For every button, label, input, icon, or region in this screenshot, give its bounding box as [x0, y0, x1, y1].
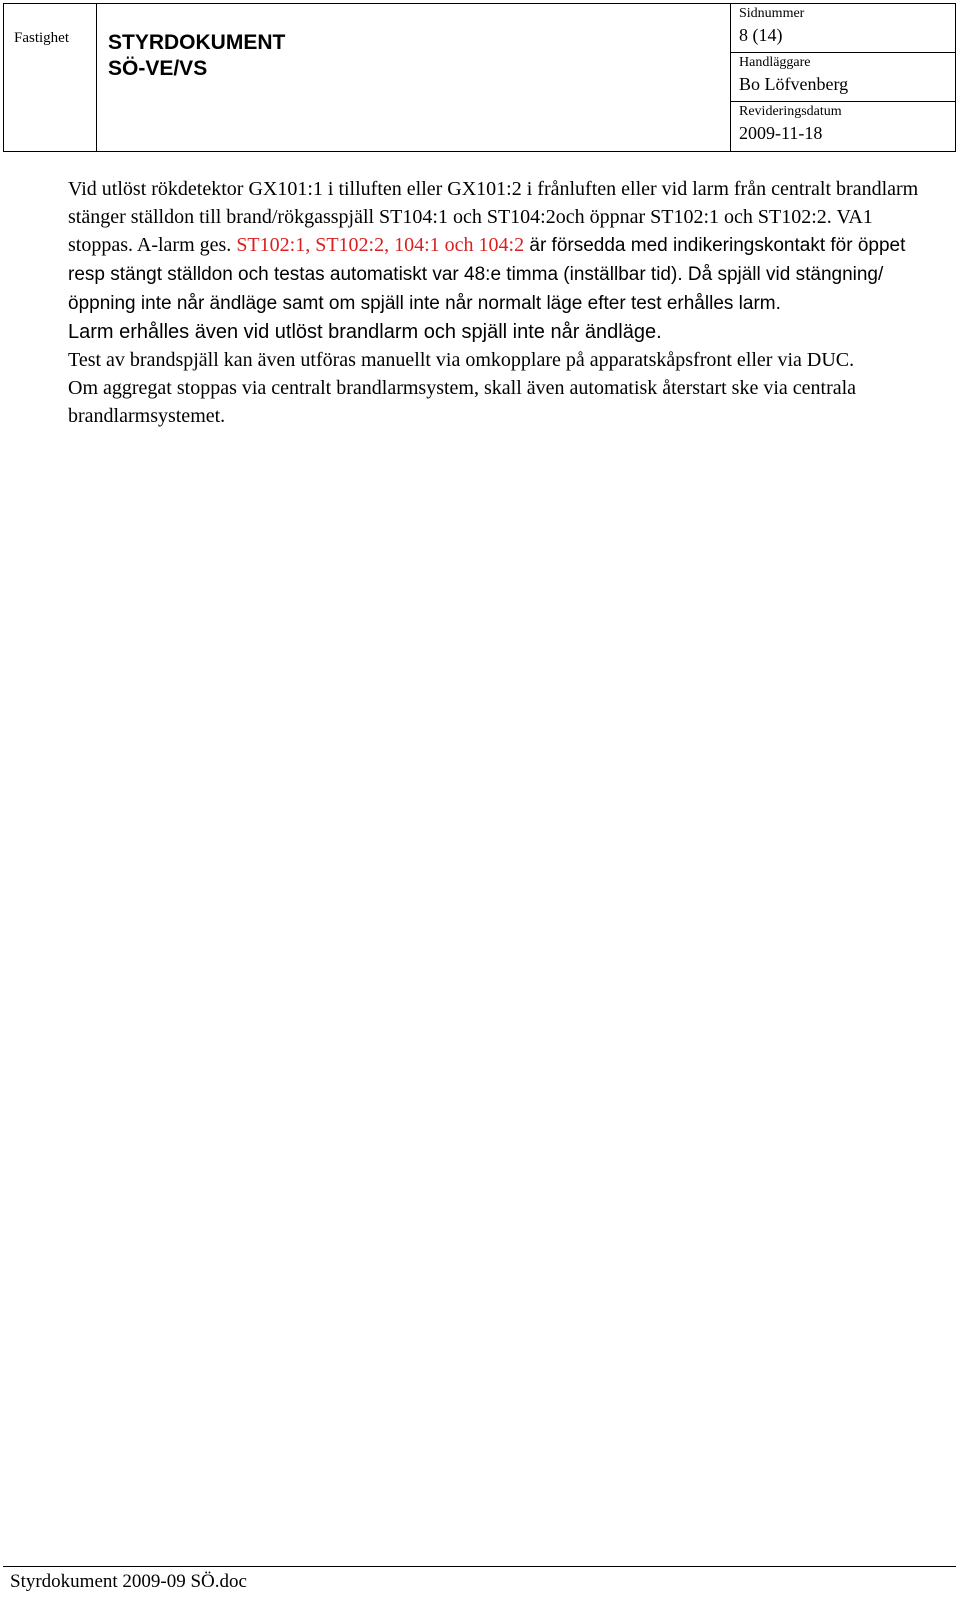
- sidnummer-cell: [731, 4, 955, 53]
- document-title-line2: SÖ-VE/VS: [108, 57, 208, 80]
- body-paragraph-4: Om aggregat stoppas via centralt brandlarmsystem, skall även automatisk återstart ske via centrala brandlarmsystemet.: [68, 377, 857, 427]
- paragraph-1-text-b: är försedda med indikeringskontakt för öppet resp stängt ställdon och testas automatiskt var 48:e timma (inställbar tid). Då spjäll vid stängning/öppning inte når ändläge samt om spjäll inte når normalt läge efter test erhålles larm.: [68, 235, 906, 314]
- revideringsdatum-label: Revideringsdatum: [739, 104, 842, 119]
- document-title: [108, 30, 285, 82]
- fastighet-label: Fastighet: [14, 30, 69, 46]
- sidnummer-label: Sidnummer: [739, 6, 805, 21]
- paragraph-1-red-text: ST102:1, ST102:2, 104:1 och 104:2: [236, 234, 525, 256]
- footer-divider: [3, 1566, 956, 1567]
- paragraph-1-text-a: Vid utlöst rökdetektor GX101:1 i tilluften eller GX101:2 i frånluften eller vid larm från centralt brandlarm stänger ställdon till brand/rökgasspjäll ST104:1 och ST104:2och öppnar ST102:1 och ST102:2. VA1 stoppas. A-larm ges.: [68, 178, 919, 256]
- revideringsdatum-value: 2009-11-18: [739, 123, 823, 143]
- body-paragraph-2: Larm erhålles även vid utlöst brandlarm och spjäll inte når ändläge.: [68, 321, 662, 343]
- footer-filename: Styrdokument 2009-09 SÖ.doc: [10, 1571, 247, 1592]
- header-fastighet-cell: [4, 4, 97, 151]
- header-title-cell: [97, 4, 731, 151]
- header-meta-column: [731, 4, 955, 151]
- handlaggare-value: Bo Löfvenberg: [739, 74, 849, 94]
- body-paragraph-1: [68, 175, 938, 318]
- document-title-line1: STYRDOKUMENT: [108, 31, 286, 54]
- document-body: [68, 175, 938, 430]
- sidnummer-value: 8 (14): [739, 25, 783, 45]
- document-header: [3, 3, 956, 152]
- handlaggare-label: Handläggare: [739, 55, 811, 70]
- revideringsdatum-cell: [731, 102, 955, 151]
- body-paragraph-3: Test av brandspjäll kan även utföras manuellt via omkopplare på apparatskåpsfront eller via DUC.: [68, 349, 855, 371]
- handlaggare-cell: [731, 53, 955, 102]
